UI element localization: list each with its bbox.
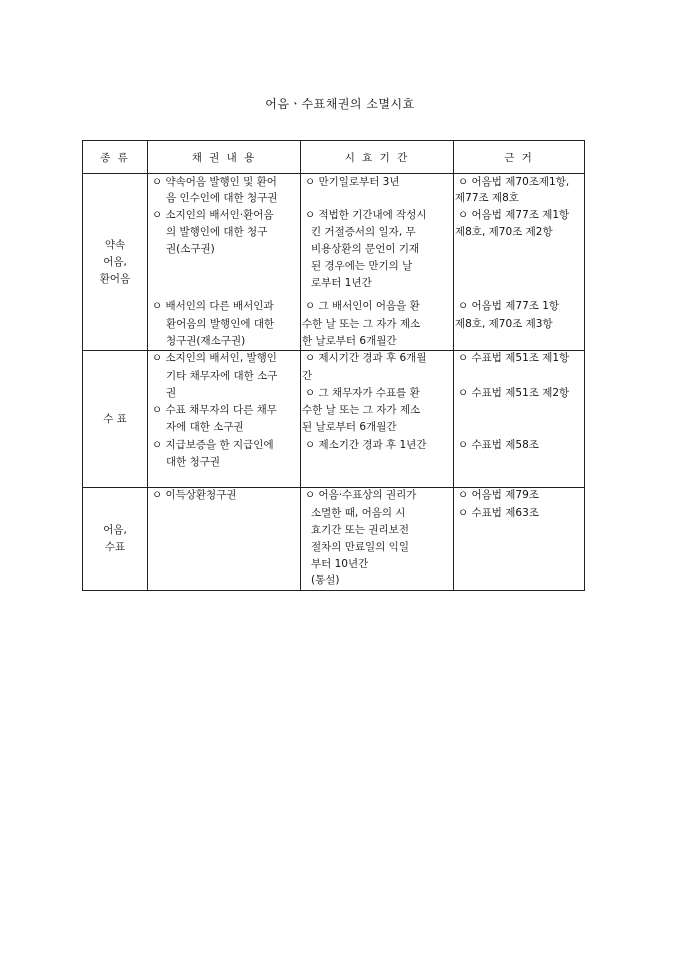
- header-row: [83, 141, 585, 174]
- basis-line: ㅇ 어음법 제77조 1항: [458, 300, 560, 312]
- prescription-table: [82, 140, 585, 591]
- content-line: 의 발행인에 대한 청구: [166, 226, 268, 238]
- document-title: 어음ㆍ수표채권의 소멸시효: [265, 97, 415, 111]
- basis-line: ㅇ 어음법 제79조: [458, 489, 539, 501]
- period-line: ㅇ 만기일로부터 3년: [305, 176, 400, 188]
- basis-line: 제8호, 제70조 제2항: [455, 226, 553, 238]
- content-cell: [148, 488, 301, 591]
- basis-line: ㅇ 수표법 제63조: [458, 507, 539, 519]
- period-line: 수한 날 또는 그 자가 제소: [302, 318, 421, 330]
- period-line: ㅇ 적법한 기간내에 작성시: [305, 209, 427, 221]
- content-line: ㅇ 지급보증을 한 지급인에: [152, 439, 274, 451]
- basis-line: ㅇ 수표법 제51조 제1항: [458, 352, 570, 364]
- basis-line: ㅇ 어음법 제70조제1항,: [458, 176, 570, 188]
- kind-line: 수표: [104, 541, 126, 553]
- header-content: 채 권 내 용: [148, 141, 301, 174]
- content-line: 대한 청구권: [166, 456, 221, 468]
- period-line: 수한 날 또는 그 자가 제소: [302, 404, 421, 416]
- kind-line: 수 표: [103, 412, 127, 425]
- content-line: ㅇ 수표 채무자의 다른 채무: [152, 404, 277, 416]
- kind-cell: [83, 174, 148, 351]
- content-line: 자에 대한 소구권: [166, 421, 244, 433]
- header-kind: 종 류: [83, 141, 148, 174]
- content-line: 음 인수인에 대한 청구권: [166, 192, 278, 204]
- content-line: 청구권(재소구권): [166, 335, 246, 347]
- period-line: 한 날로부터 6개월간: [302, 335, 397, 347]
- period-line: 소멸한 때, 어음의 시: [311, 507, 406, 519]
- period-line: 간: [302, 370, 313, 382]
- period-line: (통설): [311, 574, 340, 586]
- table-row: [83, 174, 585, 351]
- period-line: 부터 10년간: [311, 558, 369, 570]
- kind-line: 어음,: [103, 524, 127, 536]
- period-cell: [301, 174, 454, 351]
- period-line: ㅇ 그 배서인이 어음을 환: [305, 300, 420, 312]
- period-line: ㅇ 어음·수표상의 권리가: [305, 489, 417, 501]
- period-line: ㅇ 제소기간 경과 후 1년간: [305, 439, 427, 451]
- basis-line: ㅇ 수표법 제51조 제2항: [458, 387, 570, 399]
- basis-cell: [454, 174, 585, 351]
- kind-cell: [83, 488, 148, 591]
- content-line: 환어음의 발행인에 대한: [166, 318, 275, 330]
- header-basis: 근 거: [454, 141, 585, 174]
- period-line: 된 날로부터 6개월간: [302, 421, 397, 433]
- period-line: ㅇ 제시기간 경과 후 6개월: [305, 352, 427, 364]
- content-cell: [148, 351, 301, 488]
- content-line: 권: [166, 387, 177, 399]
- basis-line: 제77조 제8호: [455, 192, 519, 204]
- kind-line: 어음,: [103, 255, 127, 268]
- basis-line: ㅇ 수표법 제58조: [458, 439, 539, 451]
- content-line: ㅇ 약속어음 발행인 및 환어: [152, 176, 277, 188]
- table-row: [83, 488, 585, 591]
- content-line: 권(소구권): [166, 243, 215, 255]
- basis-cell: [454, 488, 585, 591]
- content-line: ㅇ 배서인의 다른 배서인과: [152, 300, 274, 312]
- content-line: ㅇ 소지인의 배서인·환어음: [152, 209, 274, 221]
- period-cell: [301, 488, 454, 591]
- kind-line: 약속: [104, 238, 126, 251]
- period-line: 된 경우에는 만기의 날: [311, 260, 413, 272]
- period-cell: [301, 351, 454, 488]
- period-line: ㅇ 그 채무자가 수표를 환: [305, 387, 420, 399]
- kind-line: 환어음: [99, 272, 131, 285]
- content-cell: [148, 174, 301, 351]
- basis-line: ㅇ 어음법 제77조 제1항: [458, 209, 570, 221]
- period-line: 킨 거절증서의 일자, 무: [311, 226, 416, 238]
- period-line: 비용상환의 문언이 기재: [311, 243, 420, 255]
- header-period: 시 효 기 간: [301, 141, 454, 174]
- content-line: 기타 채무자에 대한 소구: [166, 370, 278, 382]
- content-line: ㅇ 소지인의 배서인, 발행인: [152, 352, 277, 364]
- basis-cell: [454, 351, 585, 488]
- basis-line: 제8호, 제70조 제3항: [455, 318, 553, 330]
- period-line: 효기간 또는 권리보전: [311, 524, 409, 536]
- period-line: 로부터 1년간: [311, 277, 372, 289]
- table-row: [83, 351, 585, 488]
- kind-cell: [83, 351, 148, 488]
- period-line: 절차의 만료일의 익일: [311, 541, 409, 553]
- content-line: ㅇ 이득상환청구권: [152, 489, 237, 501]
